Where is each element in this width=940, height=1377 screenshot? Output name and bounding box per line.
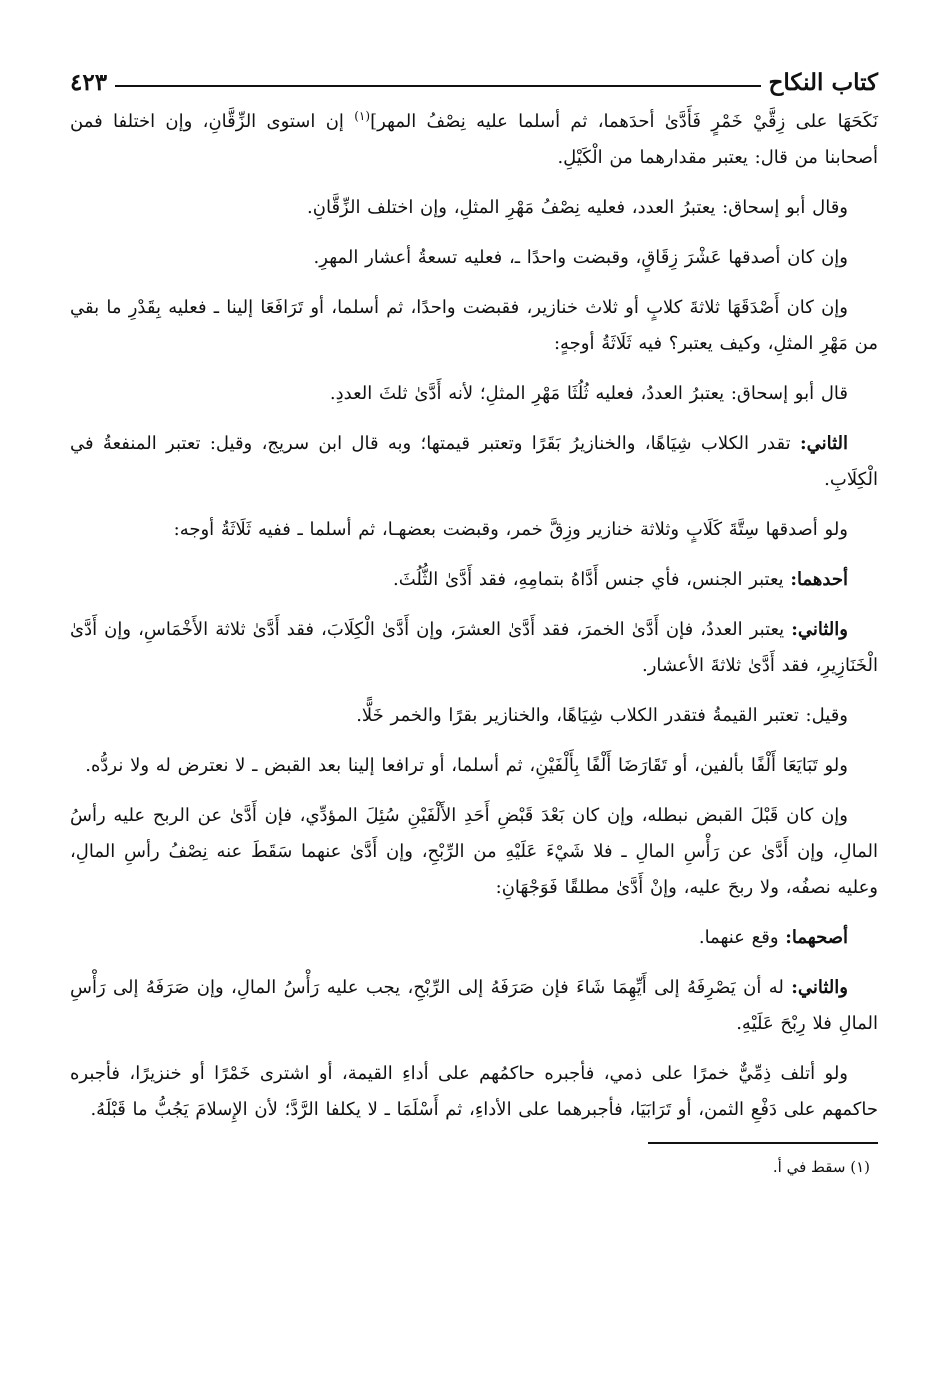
- paragraph: [70, 240, 878, 276]
- paragraph: [70, 190, 878, 226]
- paragraph: [70, 376, 878, 412]
- paragraph-text: ولو أصدقها سِتَّةَ كَلَابٍ وثلاثة خنازير وزِقَّ خمر، وقبضت بعضهـا، ثم أسلما ـ ففيه ثَلَاثَةُ أوجه:: [173, 519, 848, 540]
- paragraph-text: وإن كان أصدقها عَشْرَ زِقَاقٍ، وقبضت واحدًا ـ، فعليه تسعةُ أعشار المهرِ.: [313, 247, 848, 268]
- paragraph-text: يعتبر الجنس، فأي جنس أَدَّاهُ بتمامِهِ، فقد أَدَّىٰ الثُّلُثَ.: [393, 569, 791, 590]
- paragraph-text: وإن كان أَصْدَقَهَا ثلاثةَ كلابٍ أو ثلاث خنازير، فقبضت واحدًا، ثم أسلما، أو تَرَافَعَا إلينا ـ فعليه بِقَدْرِ ما بقي من مَهْرِ المثلِ، وكيف يعتبر؟ فيه ثَلَاثَةُ أوجهٍ:: [70, 297, 878, 354]
- paragraph: [70, 104, 878, 176]
- paragraph-text: قال أبو إسحاق: يعتبرُ العددُ، فعليه ثُلُثَا مَهْرِ المثلِ؛ لأنه أَدَّىٰ ثلثَ العددِ.: [329, 383, 848, 404]
- paragraph-text: ولو أتلف ذِمِّيٌّ خمرًا على ذمي، فأجبره حاكمُهم على أداءِ القيمة، أو اشترى خَمْرًا أو خنزيرًا، فأجبره حاكمهم على دَفْعِ الثمن، أو تَرَابَيَا، فأجبرهما على الأداءِ، ثم أَسْلَمَا ـ لا يكلفا الرَّدَّ؛ لأن الإِسلامَ يَجُبُّ ما قَبْلَهُ.: [70, 1063, 878, 1120]
- paragraph: [70, 748, 878, 784]
- paragraph: [70, 920, 878, 956]
- paragraph-text: له أن يَصْرِفَهُ إلى أَيِّهِمَا شَاءَ فإن صَرَفَهُ إلى الرِّبْحِ، يجب عليه رَأْسُ المالِ، وإن صَرَفَهُ إلى رَأْسِ المالِ فلا رِبْحَ عَلَيْهِ.: [70, 977, 878, 1034]
- paragraph-text: يعتبر العددُ، فإن أَدَّىٰ الخمرَ، فقد أَدَّىٰ العشرَ، وإن أَدَّىٰ الْكِلَابَ، فقد أَدَّىٰ ثلاثة الأَخْمَاسِ، وإن أَدَّىٰ الْخَنَازِيرِ، فقد أَدَّىٰ ثلاثةَ الأعشار.: [70, 619, 878, 676]
- paragraph-text: ولو تَبَايَعَا أَلْفًا بألفين، أو تَقَارَضَا أَلْفًا بِأَلْفَيْنِ، ثم أسلما، أو ترافعا إلينا بعد القبض ـ لا نعترض له ولا نردُّه.: [85, 755, 848, 776]
- paragraph-text: وقع عنهما.: [698, 927, 786, 948]
- paragraph-text: وإن كان قَبْلَ القبض نبطله، وإن كان بَعْدَ قَبْضِ أَحَدِ الأَلْفَيْنِ سُئِلَ المؤدِّي، فإن أَدَّىٰ عن الربح عليه رأسُ المالِ، وإن أَدَّىٰ عن رَأْسِ المالِ ـ فلا شَيْءَ عَلَيْهِ من الرِّبْحِ، وإن أَدَّىٰ عنهما سَقَطَ عنه نِصْفُ رأسِ المالِ، وعليه نصفُه، ولا ربحَ عليه، وإنْ أَدَّىٰ مطلقًا فَوَجْهَانِ:: [70, 805, 878, 898]
- paragraph-text: إن استوى الزِّقَّانِ، وإن اختلفا فمن أصحابنا من قال: يعتبر مقدارهما من الْكَيْلِ.: [70, 111, 878, 168]
- paragraph-lead: الثاني:: [799, 433, 848, 454]
- page-body: [70, 104, 878, 1128]
- paragraph: [70, 512, 878, 548]
- footnote: (١) سقط في أ.: [772, 1158, 870, 1176]
- paragraph-text: تقدر الكلاب شِيَاهًا، والخنازيرُ بَقَرًا وتعتبر قيمتها؛ وبه قال ابن سريج، وقيل: تعتبر المنفعةُ في الْكِلَابِ.: [70, 433, 878, 490]
- page-header: [70, 62, 878, 96]
- paragraph-text: وقيل: تعتبر القيمةُ فتقدر الكلاب شِيَاهًا، والخنازير بقرًا والخمر خَلًّا.: [356, 705, 848, 726]
- paragraph-lead: أحدهما:: [790, 569, 848, 590]
- footnote-reference: (١): [354, 109, 371, 123]
- paragraph: [70, 798, 878, 906]
- paragraph-lead: أصحهما:: [785, 927, 848, 948]
- footnote-separator: [648, 1142, 878, 1144]
- page-number: ٤٢٣: [70, 69, 108, 96]
- paragraph: [70, 698, 878, 734]
- paragraph: [70, 426, 878, 498]
- paragraph-lead: والثاني:: [791, 619, 848, 640]
- paragraph: [70, 612, 878, 684]
- paragraph: [70, 970, 878, 1042]
- header-rule: [115, 85, 760, 87]
- paragraph: [70, 1056, 878, 1128]
- chapter-title: كتاب النكاح: [768, 69, 878, 96]
- paragraph: [70, 290, 878, 362]
- paragraph-text: نَكَحَهَا على زِقَّيْ خَمْرٍ فَأَدَّىٰ أحدَهما، ثم أسلما عليه نِصْفُ المهر]: [370, 111, 878, 132]
- paragraph-lead: والثاني:: [791, 977, 848, 998]
- paragraph: [70, 562, 878, 598]
- paragraph-text: وقال أبو إسحاق: يعتبرُ العدد، فعليه نِصْفُ مَهْرِ المثلِ، وإن اختلف الزِّقَّانِ.: [307, 197, 848, 218]
